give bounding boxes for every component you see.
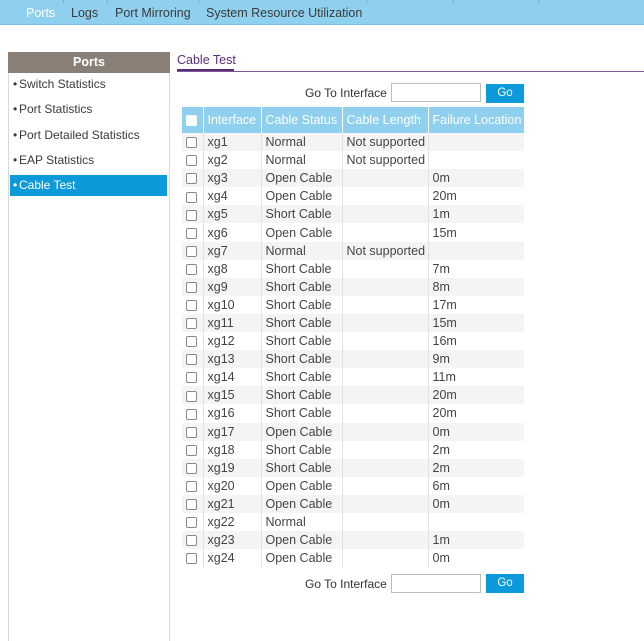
content-divider	[177, 71, 644, 72]
cell-cable-status: Normal	[261, 151, 342, 169]
row-checkbox[interactable]	[186, 246, 197, 257]
row-checkbox[interactable]	[186, 210, 197, 221]
cell-cable-status: Short Cable	[261, 386, 342, 404]
sidebar-item-eap-statistics[interactable]	[10, 150, 167, 171]
column-header-cable-status[interactable]: Cable Status	[261, 107, 342, 133]
cell-interface: xg1	[203, 133, 261, 151]
select-all-cell	[182, 107, 203, 133]
row-select-cell	[182, 223, 203, 241]
sidebar-item-label: Port Detailed Statistics	[19, 128, 140, 142]
cell-interface: xg12	[203, 332, 261, 350]
cell-cable-length	[342, 513, 428, 531]
go-button-bottom[interactable]: Go	[486, 574, 524, 593]
goto-interface-input[interactable]	[391, 83, 481, 102]
row-select-cell	[182, 368, 203, 386]
cell-cable-length	[342, 441, 428, 459]
cell-cable-length	[342, 296, 428, 314]
sidebar-item-port-statistics[interactable]	[10, 99, 167, 120]
table-row[interactable]	[182, 368, 524, 386]
bullet-icon: •	[13, 102, 18, 116]
cell-cable-length	[342, 314, 428, 332]
cell-interface: xg20	[203, 477, 261, 495]
cell-cable-length	[342, 350, 428, 368]
row-checkbox[interactable]	[186, 372, 197, 383]
row-select-cell	[182, 404, 203, 422]
row-checkbox[interactable]	[186, 228, 197, 239]
cell-cable-length	[342, 187, 428, 205]
bullet-icon: •	[13, 128, 18, 142]
cell-failure-location: 16m	[428, 332, 524, 350]
cell-cable-length	[342, 223, 428, 241]
row-checkbox[interactable]	[186, 535, 197, 546]
cell-failure-location: 11m	[428, 368, 524, 386]
cell-interface: xg21	[203, 495, 261, 513]
cell-cable-status: Open Cable	[261, 223, 342, 241]
cell-cable-length	[342, 260, 428, 278]
nav-divider	[198, 0, 199, 3]
table-body	[182, 133, 524, 567]
table-row[interactable]	[182, 350, 524, 368]
row-select-cell	[182, 531, 203, 549]
row-checkbox[interactable]	[186, 391, 197, 402]
row-checkbox[interactable]	[186, 155, 197, 166]
table-row[interactable]	[182, 549, 524, 567]
row-checkbox[interactable]	[186, 409, 197, 420]
cell-failure-location: 9m	[428, 350, 524, 368]
row-checkbox[interactable]	[186, 264, 197, 275]
row-select-cell	[182, 205, 203, 223]
cell-interface: xg7	[203, 242, 261, 260]
cell-cable-status: Normal	[261, 242, 342, 260]
cell-interface: xg13	[203, 350, 261, 368]
cell-failure-location: 0m	[428, 549, 524, 567]
table-row[interactable]	[182, 332, 524, 350]
tab-cable-test[interactable]: Cable Test	[177, 53, 236, 67]
cell-cable-length	[342, 205, 428, 223]
cell-cable-status: Short Cable	[261, 404, 342, 422]
sidebar-item-label: Cable Test	[19, 178, 76, 192]
row-checkbox[interactable]	[186, 499, 197, 510]
cell-interface: xg2	[203, 151, 261, 169]
cell-cable-length	[342, 404, 428, 422]
cell-cable-length	[342, 368, 428, 386]
table-row[interactable]	[182, 531, 524, 549]
row-select-cell	[182, 296, 203, 314]
cell-failure-location: 0m	[428, 169, 524, 187]
table-row[interactable]	[182, 242, 524, 260]
cell-failure-location	[428, 513, 524, 531]
cell-cable-status: Open Cable	[261, 169, 342, 187]
table-row[interactable]	[182, 260, 524, 278]
cell-cable-status: Open Cable	[261, 549, 342, 567]
table-row[interactable]	[182, 477, 524, 495]
row-select-cell	[182, 314, 203, 332]
cell-cable-length	[342, 278, 428, 296]
bullet-icon: •	[13, 153, 18, 167]
cell-interface: xg4	[203, 187, 261, 205]
cell-cable-length	[342, 477, 428, 495]
cell-interface: xg15	[203, 386, 261, 404]
cell-cable-status: Short Cable	[261, 368, 342, 386]
cell-cable-length: Not supported	[342, 242, 428, 260]
goto-interface-label-bottom: Go To Interface	[305, 577, 387, 591]
nav-divider	[63, 0, 64, 3]
cell-failure-location: 8m	[428, 278, 524, 296]
cell-cable-status: Open Cable	[261, 495, 342, 513]
row-select-cell	[182, 459, 203, 477]
cell-failure-location: 15m	[428, 223, 524, 241]
row-select-cell	[182, 278, 203, 296]
top-nav-bar	[0, 0, 644, 25]
cell-failure-location: 7m	[428, 260, 524, 278]
table-row[interactable]	[182, 133, 524, 151]
cell-interface: xg11	[203, 314, 261, 332]
cell-cable-status: Open Cable	[261, 531, 342, 549]
cell-interface: xg18	[203, 441, 261, 459]
nav-divider	[366, 0, 367, 3]
row-select-cell	[182, 133, 203, 151]
cell-cable-length	[342, 332, 428, 350]
row-select-cell	[182, 513, 203, 531]
row-checkbox[interactable]	[186, 463, 197, 474]
row-checkbox[interactable]	[186, 282, 197, 293]
nav-divider	[453, 0, 454, 3]
cell-failure-location: 0m	[428, 495, 524, 513]
cell-failure-location: 17m	[428, 296, 524, 314]
bullet-icon: •	[13, 178, 18, 192]
row-select-cell	[182, 441, 203, 459]
nav-tab-ports[interactable]: Ports	[26, 6, 56, 20]
cell-cable-status: Short Cable	[261, 459, 342, 477]
nav-tab-system-resource-utilization[interactable]: System Resource Utilization	[206, 6, 363, 20]
goto-interface-label: Go To Interface	[305, 86, 387, 100]
cell-cable-length	[342, 169, 428, 187]
cell-interface: xg8	[203, 260, 261, 278]
row-select-cell	[182, 495, 203, 513]
table-row[interactable]	[182, 495, 524, 513]
nav-divider	[107, 0, 108, 3]
table-row[interactable]	[182, 151, 524, 169]
cell-interface: xg16	[203, 404, 261, 422]
cell-cable-length: Not supported	[342, 151, 428, 169]
sidebar-item-cable-test[interactable]	[10, 175, 167, 196]
sidebar-item-switch-statistics[interactable]	[10, 74, 167, 95]
cell-failure-location: 2m	[428, 459, 524, 477]
column-header-cable-length[interactable]: Cable Length	[342, 107, 428, 133]
cell-interface: xg22	[203, 513, 261, 531]
cell-cable-status: Normal	[261, 133, 342, 151]
go-button[interactable]: Go	[486, 84, 524, 103]
table-row[interactable]	[182, 314, 524, 332]
cell-interface: xg14	[203, 368, 261, 386]
cell-cable-status: Open Cable	[261, 187, 342, 205]
cell-interface: xg23	[203, 531, 261, 549]
cell-cable-status: Short Cable	[261, 441, 342, 459]
row-select-cell	[182, 386, 203, 404]
row-select-cell	[182, 169, 203, 187]
row-select-cell	[182, 423, 203, 441]
cell-failure-location: 1m	[428, 205, 524, 223]
cell-cable-status: Short Cable	[261, 260, 342, 278]
table-row[interactable]	[182, 169, 524, 187]
cell-failure-location: 1m	[428, 531, 524, 549]
cell-failure-location: 2m	[428, 441, 524, 459]
cell-cable-status: Normal	[261, 513, 342, 531]
column-header-failure-location[interactable]: Failure Location	[428, 107, 524, 133]
row-checkbox[interactable]	[186, 192, 197, 203]
cable-test-table	[182, 107, 524, 567]
cell-interface: xg10	[203, 296, 261, 314]
row-select-cell	[182, 242, 203, 260]
cell-cable-length	[342, 459, 428, 477]
cell-cable-length	[342, 531, 428, 549]
table-row[interactable]	[182, 513, 524, 531]
cell-cable-status: Short Cable	[261, 205, 342, 223]
cell-failure-location: 20m	[428, 386, 524, 404]
cell-cable-length	[342, 549, 428, 567]
row-checkbox[interactable]	[186, 300, 197, 311]
table-header-row	[182, 107, 524, 133]
row-checkbox[interactable]	[186, 173, 197, 184]
row-checkbox[interactable]	[186, 318, 197, 329]
cell-cable-status: Short Cable	[261, 278, 342, 296]
column-header-interface[interactable]: Interface	[203, 107, 261, 133]
cell-cable-length	[342, 386, 428, 404]
bullet-icon: •	[13, 77, 18, 91]
row-checkbox[interactable]	[186, 481, 197, 492]
nav-divider	[538, 0, 539, 3]
cell-interface: xg3	[203, 169, 261, 187]
sidebar-item-label: Port Statistics	[19, 102, 93, 116]
table-row[interactable]	[182, 404, 524, 422]
table-row[interactable]	[182, 278, 524, 296]
cell-cable-status: Open Cable	[261, 477, 342, 495]
row-select-cell	[182, 260, 203, 278]
cell-cable-length: Not supported	[342, 133, 428, 151]
cell-cable-status: Short Cable	[261, 350, 342, 368]
row-select-cell	[182, 151, 203, 169]
table-row[interactable]	[182, 187, 524, 205]
sidebar-item-label: Switch Statistics	[19, 77, 106, 91]
cell-interface: xg9	[203, 278, 261, 296]
cell-interface: xg5	[203, 205, 261, 223]
table-row[interactable]	[182, 423, 524, 441]
cell-interface: xg6	[203, 223, 261, 241]
row-checkbox[interactable]	[186, 336, 197, 347]
row-checkbox[interactable]	[186, 553, 197, 564]
row-select-cell	[182, 332, 203, 350]
cell-cable-status: Short Cable	[261, 314, 342, 332]
sidebar-item-label: EAP Statistics	[19, 153, 95, 167]
row-checkbox[interactable]	[186, 517, 197, 528]
cell-failure-location: 15m	[428, 314, 524, 332]
nav-tab-port-mirroring[interactable]: Port Mirroring	[115, 6, 191, 20]
cell-interface: xg19	[203, 459, 261, 477]
select-all-checkbox[interactable]	[186, 115, 197, 126]
nav-tab-logs[interactable]: Logs	[71, 6, 99, 20]
table-row[interactable]	[182, 386, 524, 404]
table-row[interactable]	[182, 223, 524, 241]
cell-failure-location: 6m	[428, 477, 524, 495]
table-row[interactable]	[182, 205, 524, 223]
cell-failure-location	[428, 242, 524, 260]
row-checkbox[interactable]	[186, 137, 197, 148]
cell-failure-location	[428, 133, 524, 151]
cell-cable-length	[342, 423, 428, 441]
row-select-cell	[182, 549, 203, 567]
table-row[interactable]	[182, 441, 524, 459]
goto-interface-input-bottom[interactable]	[391, 574, 481, 593]
row-checkbox[interactable]	[186, 354, 197, 365]
row-checkbox[interactable]	[186, 427, 197, 438]
cell-cable-status: Open Cable	[261, 423, 342, 441]
cell-cable-status: Short Cable	[261, 296, 342, 314]
cell-failure-location	[428, 151, 524, 169]
row-select-cell	[182, 187, 203, 205]
cell-cable-status: Short Cable	[261, 332, 342, 350]
cell-failure-location: 20m	[428, 187, 524, 205]
sidebar-header: Ports	[8, 52, 170, 73]
cell-interface: xg17	[203, 423, 261, 441]
table-row[interactable]	[182, 459, 524, 477]
sidebar-item-port-detailed-statistics[interactable]	[10, 125, 167, 146]
row-select-cell	[182, 477, 203, 495]
table-row[interactable]	[182, 296, 524, 314]
cell-interface: xg24	[203, 549, 261, 567]
row-select-cell	[182, 350, 203, 368]
cell-failure-location: 20m	[428, 404, 524, 422]
row-checkbox[interactable]	[186, 445, 197, 456]
cell-cable-length	[342, 495, 428, 513]
cell-failure-location: 0m	[428, 423, 524, 441]
